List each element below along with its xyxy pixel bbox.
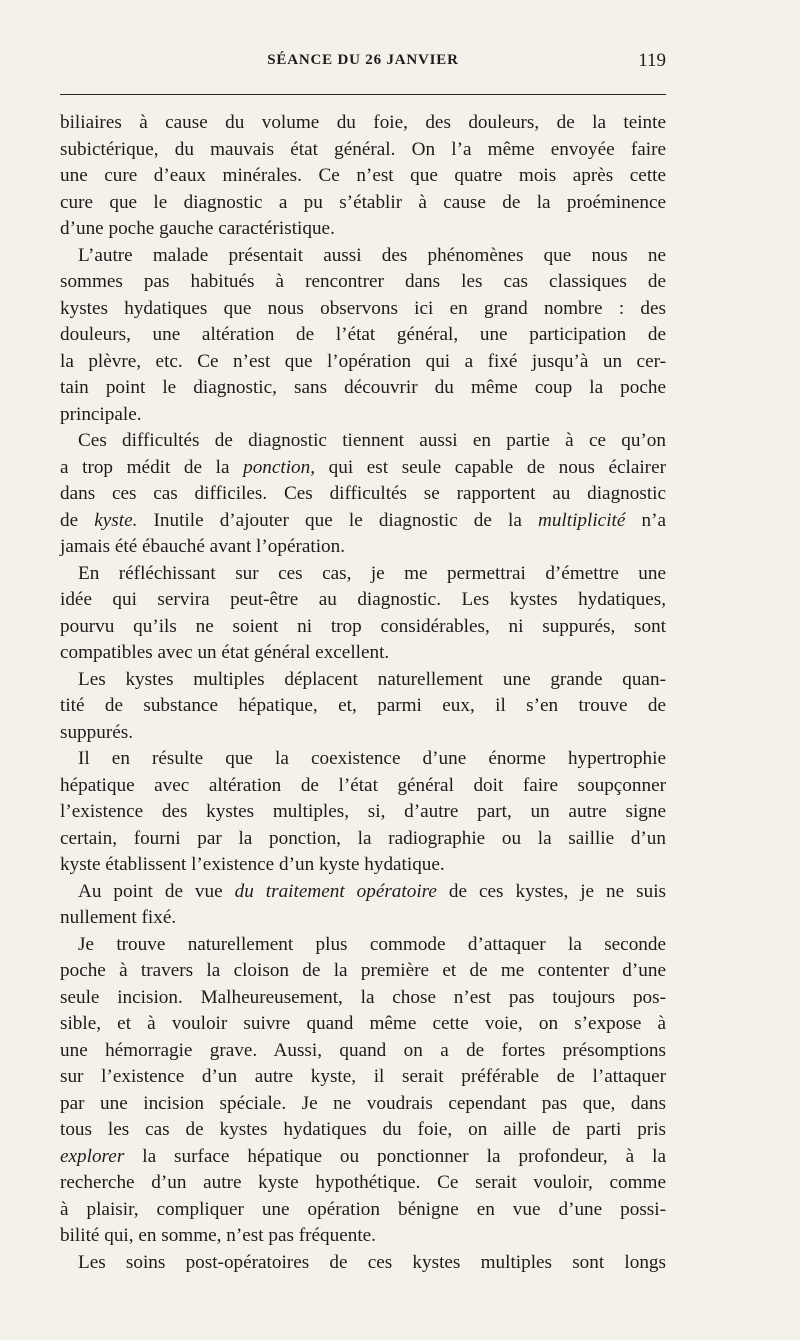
text-line: explorer la surface hépatique ou ponctionner la profondeur, à la xyxy=(60,1145,666,1167)
paragraph xyxy=(60,243,666,429)
text-line: l’existence des kystes multiples, si, d’autre part, un autre signe xyxy=(60,801,666,822)
text-line: pourvu qu’ils ne soient ni trop considérables, ni suppurés, sont xyxy=(60,615,666,637)
text-line: tité de substance hépatique, et, parmi eux, il s’en trouve de xyxy=(60,695,666,716)
text-line: a trop médit de la ponction, qui est seule capable de nous éclairer xyxy=(60,456,666,478)
paragraph xyxy=(60,879,666,932)
text-line: certain, fourni par la ponction, la radiographie ou la saillie d’un xyxy=(60,827,666,849)
text-line: Ces difficultés de diagnostic tiennent aussi en partie à ce qu’on xyxy=(78,430,666,451)
text-line: dans ces cas difficiles. Ces difficultés se rapportent au diagnostic xyxy=(60,483,666,504)
text-line: kystes hydatiques que nous observons ici en grand nombre : des xyxy=(60,297,666,319)
text-line: de kyste. Inutile d’ajouter que le diagnostic de la multiplicité n’a xyxy=(60,509,666,531)
text-line: sur l’existence d’un autre kyste, il serait préférable de l’attaquer xyxy=(60,1066,666,1087)
text-line: Je trouve naturellement plus commode d’attaquer la seconde xyxy=(78,933,666,955)
text-line: d’une poche gauche caractéristique. xyxy=(60,218,335,239)
text-line: la plèvre, etc. Ce n’est que l’opération qui a fixé jusqu’à un cer- xyxy=(60,350,666,372)
paragraph xyxy=(60,428,666,561)
text-line: Les kystes multiples déplacent naturellement une grande quan- xyxy=(78,668,666,690)
body-text xyxy=(60,110,666,1276)
text-line: compatibles avec un état général excellent. xyxy=(60,642,390,663)
paragraph xyxy=(60,932,666,1250)
paragraph xyxy=(60,561,666,667)
text-line: tain point le diagnostic, sans découvrir du même coup la poche xyxy=(60,377,666,398)
page-number: 119 xyxy=(638,50,666,71)
text-line: hépatique avec altération de l’état général doit faire soupçonner xyxy=(60,774,666,796)
text-line: kyste établissent l’existence d’un kyste hydatique. xyxy=(60,854,445,875)
paragraph xyxy=(60,746,666,879)
text-line: tous les cas de kystes hydatiques du foie, on aille de parti pris xyxy=(60,1119,666,1140)
text-line: Au point de vue du traitement opératoire de ces kystes, je ne suis xyxy=(78,880,666,902)
page-header xyxy=(60,52,666,82)
text-line: idée qui servira peut-être au diagnostic. Les kystes hydatiques, xyxy=(60,589,666,610)
text-line: biliaires à cause du volume du foie, des douleurs, de la teinte xyxy=(60,112,666,133)
text-line: En réfléchissant sur ces cas, je me permettrai d’émettre une xyxy=(78,562,666,584)
paragraph xyxy=(60,1250,666,1277)
paragraph xyxy=(60,110,666,243)
text-line: nullement fixé. xyxy=(60,907,177,928)
text-line: suppurés. xyxy=(60,721,134,743)
text-line: jamais été ébauché avant l’opération. xyxy=(60,536,346,557)
text-line: poche à travers la cloison de la première et de me contenter d’une xyxy=(60,960,666,981)
text-line: sommes pas habitués à rencontrer dans les cas classiques de xyxy=(60,271,666,292)
text-line: principale. xyxy=(60,403,142,425)
text-line: recherche d’un autre kyste hypothétique. Ce serait vouloir, comme xyxy=(60,1172,666,1193)
text-line: une hémorragie grave. Aussi, quand on a de fortes présomptions xyxy=(60,1039,666,1061)
text-line: douleurs, une altération de l’état général, une participation de xyxy=(60,324,666,345)
text-line: par une incision spéciale. Je ne voudrais cependant pas que, dans xyxy=(60,1092,666,1114)
text-line: subictérique, du mauvais état général. On l’a même envoyée faire xyxy=(60,138,666,160)
text-line: Il en résulte que la coexistence d’une énorme hypertrophie xyxy=(78,748,666,769)
text-line: sible, et à vouloir suivre quand même cette voie, on s’expose à xyxy=(60,1013,666,1034)
text-line: Les soins post-opératoires de ces kystes multiples sont longs xyxy=(78,1251,666,1273)
text-line: à plaisir, compliquer une opération bénigne en vue d’une possi- xyxy=(60,1198,666,1220)
text-line: cure que le diagnostic a pu s’établir à cause de la proéminence xyxy=(60,191,666,213)
running-title: SÉANCE DU 26 JANVIER xyxy=(267,52,459,68)
paragraph xyxy=(60,667,666,747)
text-line: bilité qui, en somme, n’est pas fréquente. xyxy=(60,1225,376,1246)
text-line: seule incision. Malheureusement, la chose n’est pas toujours pos- xyxy=(60,986,666,1008)
text-line: L’autre malade présentait aussi des phénomènes que nous ne xyxy=(78,244,666,266)
header-rule xyxy=(60,94,666,95)
text-line: une cure d’eaux minérales. Ce n’est que quatre mois après cette xyxy=(60,165,666,186)
